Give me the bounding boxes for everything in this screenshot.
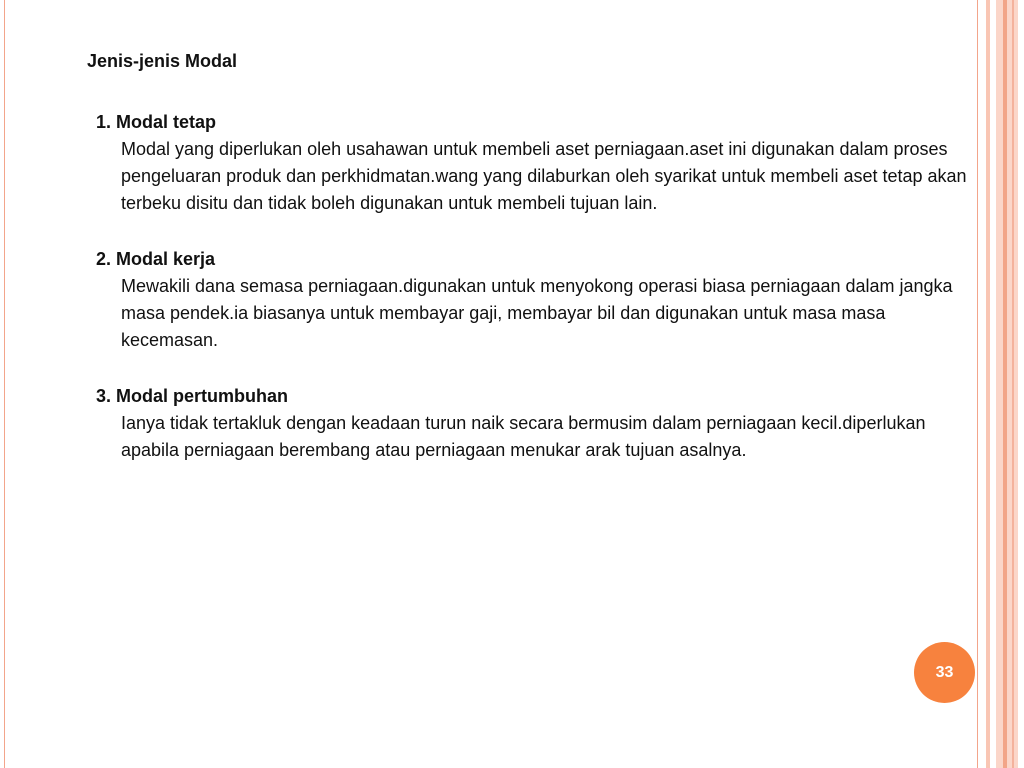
item-description: Ianya tidak tertakluk dengan keadaan turun naik secara bermusim dalam perniagaan kecil.diperlukan apabila perniagaan berembang atau perniagaan menukar arak tujuan asalnya.	[121, 413, 926, 460]
decor-stripe	[1012, 0, 1014, 768]
modal-list	[96, 109, 986, 493]
page-number-badge: 33	[914, 642, 975, 703]
item-heading: 3. Modal pertumbuhan	[96, 386, 289, 406]
decor-stripe	[1003, 0, 1007, 768]
decor-stripe	[986, 0, 990, 768]
item-description: Mewakili dana semasa perniagaan.digunakan untuk menyokong operasi biasa perniagaan dalam jangka masa pendek.ia biasanya untuk membayar gaji, membayar bil dan digunakan untuk masa masa kecemasan.	[121, 276, 953, 350]
item-heading: 2. Modal kerja	[96, 249, 216, 269]
list-item	[96, 383, 986, 464]
list-item	[96, 246, 986, 354]
item-description: Modal yang diperlukan oleh usahawan untuk membeli aset perniagaan.aset ini digunakan dalam proses pengeluaran produk dan perkhidmatan.wang yang dilaburkan oleh syarikat untuk membeli aset tetap akan terbeku disitu dan tidak boleh digunakan untuk membeli tujuan lain.	[121, 139, 967, 213]
list-item	[96, 109, 986, 217]
slide-title: Jenis-jenis Modal	[87, 51, 238, 71]
item-heading: 1. Modal tetap	[96, 112, 217, 132]
decor-stripe	[996, 0, 1018, 768]
left-frame-line	[4, 0, 5, 768]
